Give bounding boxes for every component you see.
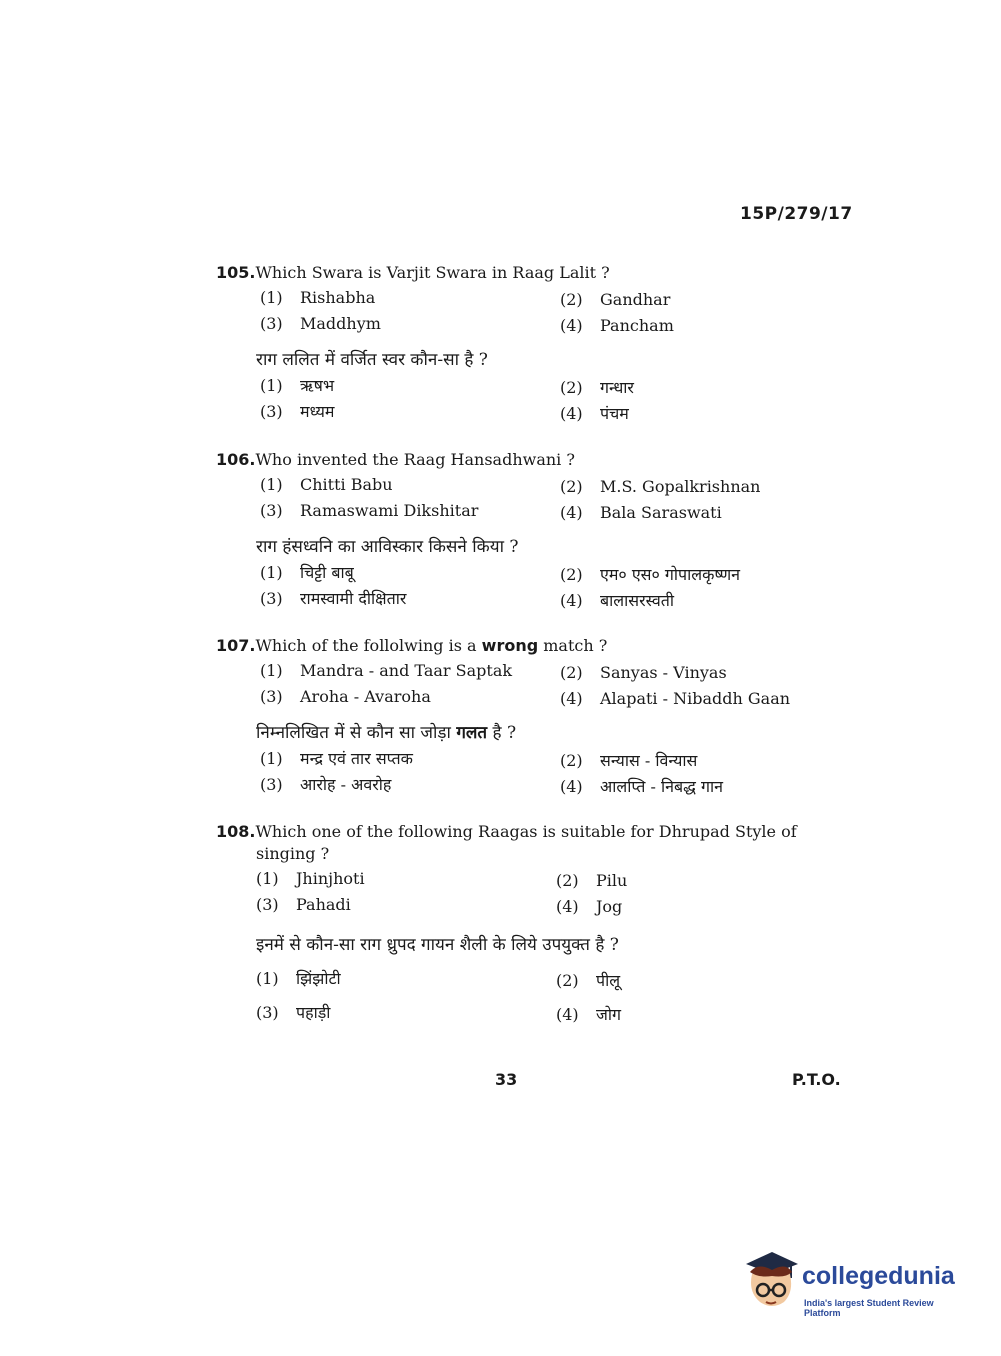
option-1: (1) मन्द्र एवं तार सप्तक: [260, 749, 413, 768]
option-2: (2) Pilu: [556, 871, 628, 890]
options-hi: [256, 372, 816, 424]
options-hi: [256, 957, 816, 1027]
question-text-hi: निम्नलिखित में से कौन सा जोड़ा गलत है ?: [256, 723, 517, 743]
option-3: (3) मध्यम: [260, 402, 335, 421]
options-hi: [256, 745, 816, 797]
question-text-hi: इनमें से कौन-सा राग ध्रुपद गायन शैली के लिये उपयुक्त है ?: [256, 935, 619, 955]
option-4: (4) Bala Saraswati: [560, 503, 722, 522]
option-2: (2) सन्यास - विन्यास: [560, 751, 698, 770]
pto-label: P.T.O.: [792, 1070, 841, 1089]
option-2: (2) M.S. Gopalkrishnan: [560, 477, 761, 496]
option-2: (2) पीलू: [556, 971, 621, 990]
question-number: 105.: [216, 263, 256, 282]
option-2: (2) Sanyas - Vinyas: [560, 663, 727, 682]
options-en: [256, 865, 816, 921]
question-text-en: Which one of the following Raagas is suitable for Dhrupad Style of singing ?: [255, 822, 797, 863]
option-4: (4) जोग: [556, 1005, 622, 1024]
option-1: (1) Chitti Babu: [260, 475, 393, 494]
option-3: (3) Pahadi: [256, 895, 351, 914]
option-2: (2) गन्धार: [560, 378, 634, 397]
question-text-hi: राग हंसध्वनि का आविस्कार किसने किया ?: [256, 537, 519, 557]
option-3: (3) Ramaswami Dikshitar: [260, 501, 479, 520]
options-en: [256, 657, 816, 713]
option-3: (3) Aroha - Avaroha: [260, 687, 431, 706]
question-107: 107.Which of the follolwing is a wrong match ? (1) Mandra - and Taar Saptak (2) Sanyas - Vinyas (3) Aroha - Avaroha (4) Alapati - Nibaddh Gaan निम्नलिखित में से कौन सा जोड़ा गलत है ? (1) मन्द्र एवं तार सप्तक (2) सन्यास - विन्यास (3) आरोह - अवरोह (4) आलप्ति - निबद्ध गान: [216, 635, 856, 797]
question-text-hi: राग ललित में वर्जित स्वर कौन-सा है ?: [256, 350, 488, 370]
option-1: (1) ऋषभ: [260, 376, 335, 395]
question-text-en: Which Swara is Varjit Swara in Raag Lalit ?: [255, 263, 610, 282]
option-3: (3) आरोह - अवरोह: [260, 775, 392, 794]
option-1: (1) Mandra - and Taar Saptak: [260, 661, 513, 680]
option-4: (4) बालासरस्वती: [560, 591, 675, 610]
question-106: [216, 449, 856, 611]
question-108: [216, 821, 856, 1027]
page-number: 33: [495, 1070, 518, 1089]
option-3: (3) Maddhym: [260, 314, 381, 333]
option-4: (4) Alapati - Nibaddh Gaan: [560, 689, 791, 708]
brand-tagline: India's largest Student Review Platform: [804, 1298, 934, 1318]
options-en: [256, 284, 816, 340]
option-4: (4) Jog: [556, 897, 623, 916]
brand-name: collegedunia: [802, 1262, 955, 1290]
question-number: 108.: [216, 822, 256, 841]
option-3: (3) रामस्वामी दीक्षितार: [260, 589, 407, 608]
question-105: [216, 262, 856, 424]
emphasis-word: wrong: [481, 636, 539, 655]
option-2: (2) Gandhar: [560, 290, 671, 309]
paper-code: 15P/279/17: [740, 204, 853, 224]
option-4: (4) Pancham: [560, 316, 674, 335]
option-2: (2) एम० एस० गोपालकृष्णन: [560, 565, 741, 584]
option-4: (4) पंचम: [560, 404, 629, 423]
options-en: [256, 471, 816, 527]
question-text-en: Who invented the Raag Hansadhwani ?: [255, 450, 575, 469]
option-1: (1) झिंझोटी: [256, 969, 341, 988]
option-1: (1) Jhinjhoti: [256, 869, 365, 888]
option-1: (1) Rishabha: [260, 288, 376, 307]
mascot-icon: [742, 1248, 800, 1314]
collegedunia-logo: [742, 1248, 972, 1318]
option-4: (4) आलप्ति - निबद्ध गान: [560, 777, 724, 796]
option-1: (1) चिट्टी बाबू: [260, 563, 354, 582]
question-number: 106.: [216, 450, 256, 469]
options-hi: [256, 559, 816, 611]
option-3: (3) पहाड़ी: [256, 1003, 331, 1022]
emphasis-word-hi: गलत: [456, 723, 488, 743]
question-number: 107.: [216, 636, 256, 655]
